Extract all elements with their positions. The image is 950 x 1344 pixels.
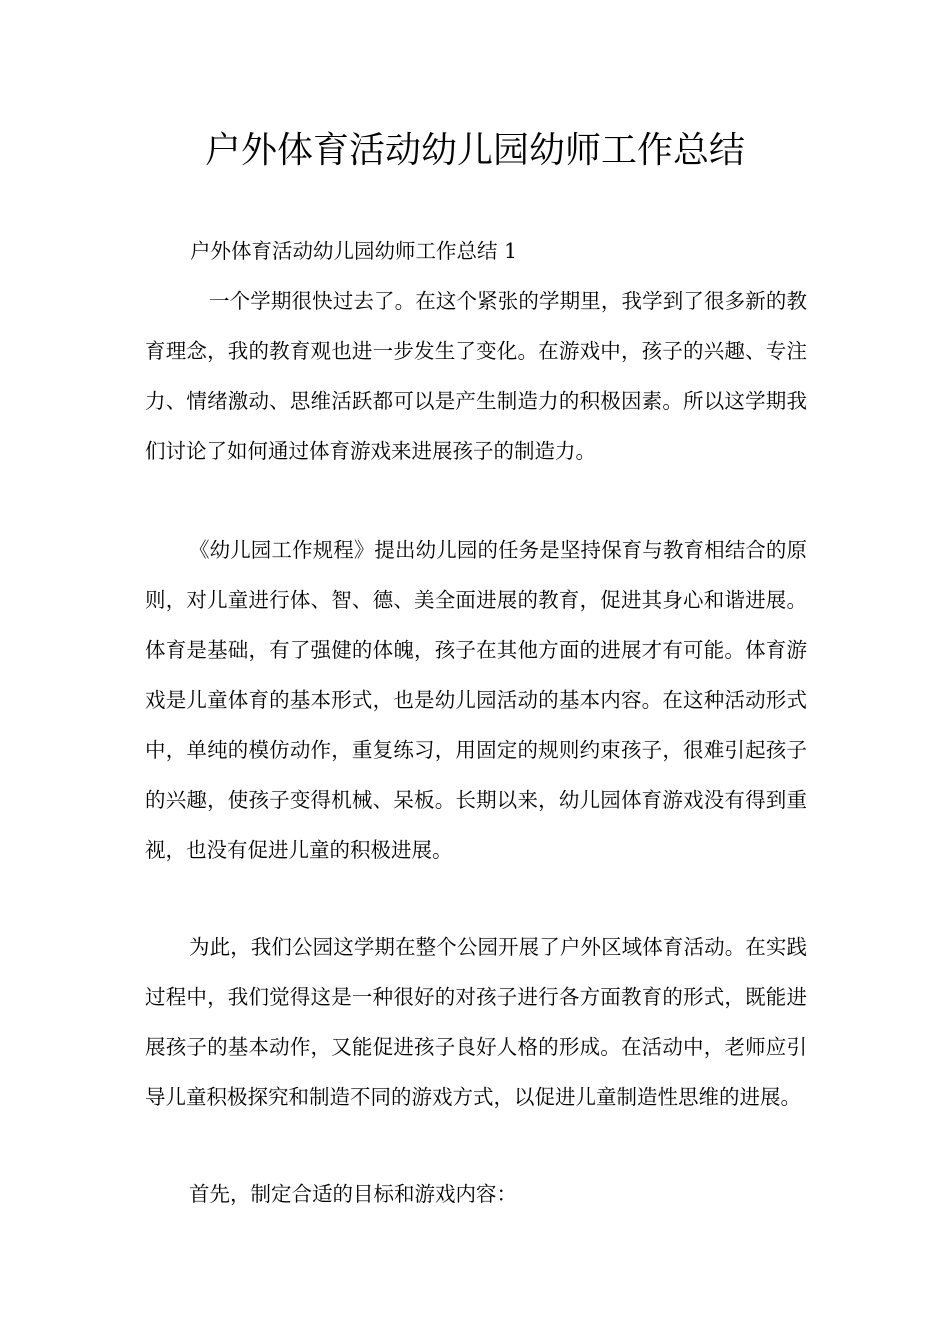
paragraph-4: 首先，制定合适的目标和游戏内容： [189, 1182, 517, 1206]
paragraph-2: 《幼儿园工作规程》提出幼儿园的任务是坚持保育与教育相结合的原则，对儿童进行体、智、德、美全面进展的教育，促进其身心和谐进展。体育是基础，有了强健的体魄，孩子在其他方面的进展才有可能。体育游戏是儿童体育的基本形式，也是幼儿园活动的基本内容。在这种活动形式中，单纯的模仿动作，重复练习，用固定的规则约束孩子，很难引起孩子的兴趣，使孩子变得机械、呆板。长期以来，幼儿园体育游戏没有得到重视，也没有促进儿童的积极进展。 [145, 538, 807, 862]
document-title: 户外体育活动幼儿园幼师工作总结 [204, 130, 745, 171]
paragraph-1: 一个学期很快过去了。在这个紧张的学期里，我学到了很多新的教育理念，我的教育观也进一步发生了变化。在游戏中，孩子的兴趣、专注力、情绪激动、思维活跃都可以是产生制造力的积极因素。所以这学期我们讨论了如何通过体育游戏来进展孩子的制造力。 [145, 289, 807, 463]
paragraph-3: 为此，我们公园这学期在整个公园开展了户外区域体育活动。在实践过程中，我们觉得这是一种很好的对孩子进行各方面教育的形式，既能进展孩子的基本动作，又能促进孩子良好人格的形成。在活动中，老师应引导儿童积极探究和制造不同的游戏方式，以促进儿童制造性思维的进展。 [145, 935, 807, 1109]
section-heading: 户外体育活动幼儿园幼师工作总结 1 [190, 239, 518, 263]
